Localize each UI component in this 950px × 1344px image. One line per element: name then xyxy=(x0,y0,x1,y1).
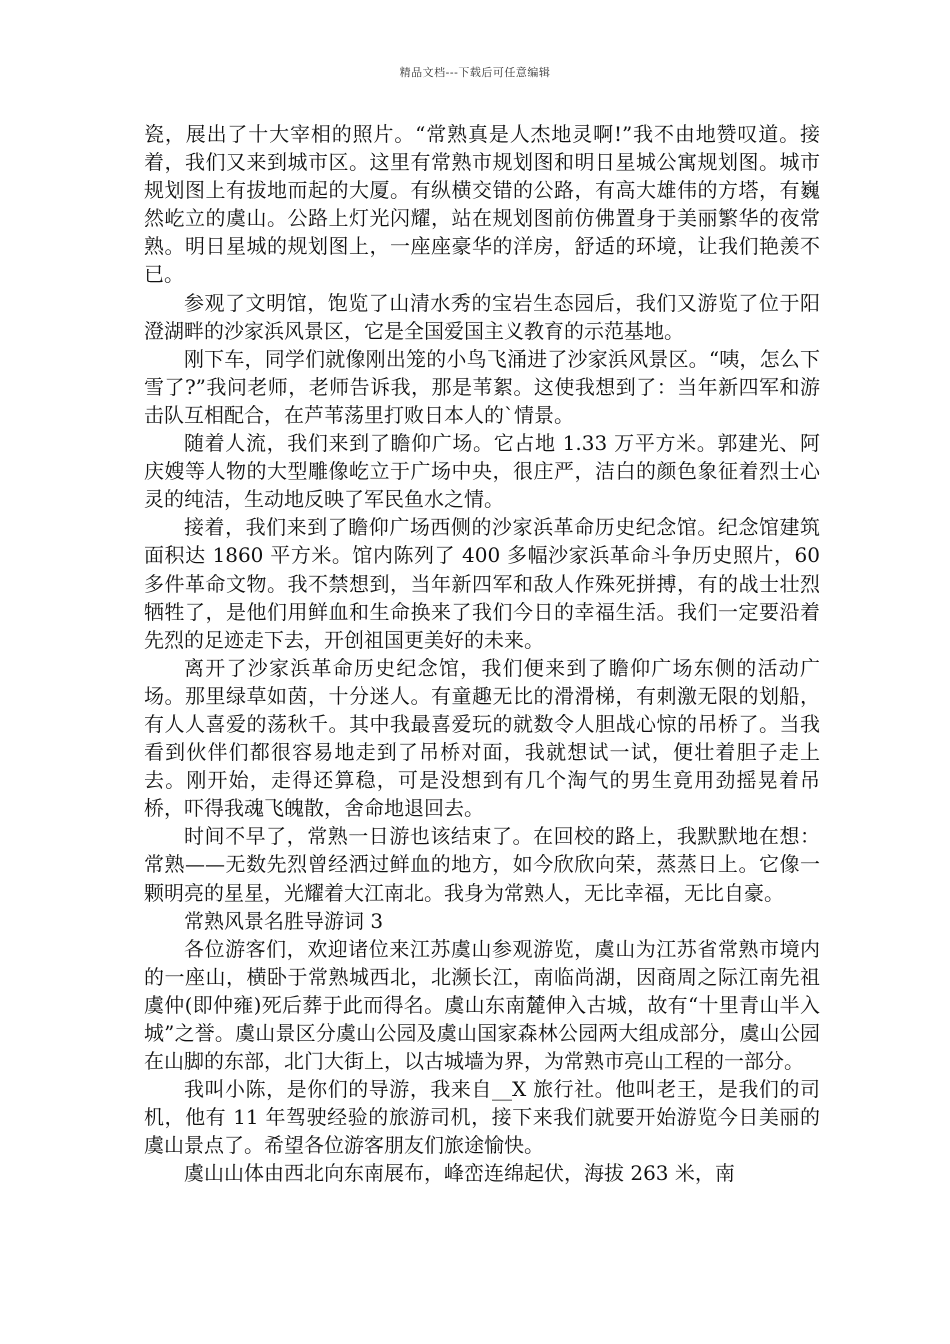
section-heading: 常熟风景名胜导游词 3 xyxy=(184,908,384,933)
paragraph: 接着，我们来到了瞻仰广场西侧的沙家浜革命历史纪念馆。纪念馆建筑面积达 1860 平方米。馆内陈列了 400 多幅沙家浜革命斗争历史照片，60 多件革命文物。我不禁想到，当年新四军和敌人作殊死拼搏，有的战士壮烈牺牲了，是他们用鲜血和生命换来了我们今日的幸福生活。我们一定要沿着先烈的足迹走下去，开创祖国更美好的未来。 xyxy=(144,515,820,652)
paragraph: 时间不早了，常熟一日游也该结束了。在回校的路上，我默默地在想：常熟——无数先烈曾经洒过鲜血的地方，如今欣欣向荣，蒸蒸日上。它像一颗明亮的星星，光耀着大江南北。我身为常熟人，无比幸福，无比自豪。 xyxy=(144,824,820,905)
paragraph: 离开了沙家浜革命历史纪念馆，我们便来到了瞻仰广场东侧的活动广场。那里绿草如茵，十分迷人。有童趣无比的滑滑梯，有刺激无限的划船，有人人喜爱的荡秋千。其中我最喜爱玩的就数令人胆战心惊的吊桥了。当我看到伙伴们都很容易地走到了吊桥对面，我就想试一试，便壮着胆子走上去。刚开始，走得还算稳，可是没想到有几个淘气的男生竟用劲摇晃着吊桥，吓得我魂飞魄散，舍命地退回去。 xyxy=(144,655,820,821)
paragraph: 我叫小陈，是你们的导游，我来自__X 旅行社。他叫老王，是我们的司机，他有 11 年驾驶经验的旅游司机，接下来我们就要开始游览今日美丽的虞山景点了。希望各位游客朋友们旅途愉快。 xyxy=(144,1077,820,1158)
paragraph: 参观了文明馆，饱览了山清水秀的宝岩生态园后，我们又游览了位于阳澄湖畔的沙家浜风景区，它是全国爱国主义教育的示范基地。 xyxy=(144,290,820,343)
paragraph: 虞山山体由西北向东南展布，峰峦连绵起伏，海拔 263 米，南 xyxy=(184,1161,735,1186)
document-body xyxy=(144,120,820,1188)
paragraph: 随着人流，我们来到了瞻仰广场。它占地 1.33 万平方米。郭建光、阿庆嫂等人物的大型雕像屹立于广场中央，很庄严，洁白的颜色象征着烈士心灵的纯洁，生动地反映了军民鱼水之情。 xyxy=(144,431,820,512)
paragraph: 各位游客们，欢迎诸位来江苏虞山参观游览，虞山为江苏省常熟市境内的一座山，横卧于常熟城西北，北濒长江，南临尚湖，因商周之际江南先祖虞仲(即仲雍)死后葬于此而得名。虞山东南麓伸入古城，故有“十里青山半入城”之誉。虞山景区分虞山公园及虞山国家森林公园两大组成部分，虞山公园在山脚的东部，北门大街上，以古城墙为界，为常熟市亮山工程的一部分。 xyxy=(144,936,820,1074)
paragraph-continuation: 瓷，展出了十大宰相的照片。“常熟真是人杰地灵啊!”我不由地赞叹道。接着，我们又来到城市区。这里有常熟市规划图和明日星城公寓规划图。城市规划图上有拔地而起的大厦。有纵横交错的公路，有高大雄伟的方塔，有巍然屹立的虞山。公路上灯光闪耀，站在规划图前仿佛置身于美丽繁华的夜常熟。明日星城的规划图上，一座座豪华的洋房，舒适的环境，让我们艳羡不已。 xyxy=(144,122,820,287)
page-header: 精品文档---下载后可任意编辑 xyxy=(399,66,551,79)
paragraph: 刚下车，同学们就像刚出笼的小鸟飞涌进了沙家浜风景区。“咦，怎么下雪了?”我问老师，老师告诉我，那是苇絮。这使我想到了：当年新四军和游击队互相配合，在芦苇荡里打败日本人的`情景。 xyxy=(144,346,820,427)
